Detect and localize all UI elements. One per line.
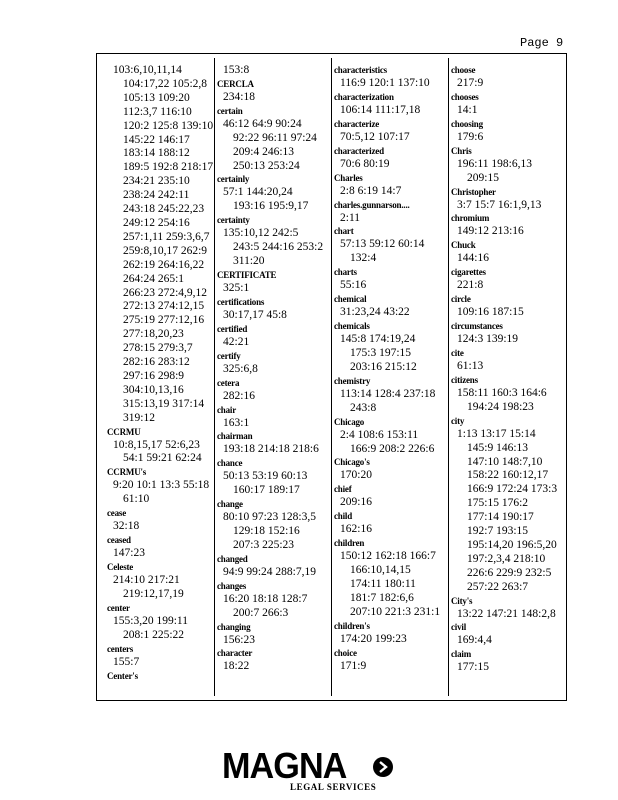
index-term: Chicago	[334, 416, 365, 427]
index-term: character	[217, 648, 253, 659]
page-line-reference: 196:11 198:6,13	[457, 157, 532, 170]
index-entry	[217, 78, 329, 105]
page-line-reference: 14:1	[457, 103, 478, 116]
page-line-reference: 166:9 208:2 226:6	[350, 442, 435, 455]
page-line-reference: 42:21	[223, 335, 250, 348]
index-term: child	[334, 511, 353, 522]
page-line-reference: 319:12	[123, 411, 155, 424]
page-line-reference: 147:10 148:7,10	[467, 455, 543, 468]
index-entry	[217, 296, 329, 323]
index-entry	[334, 320, 446, 375]
page-line-reference: 243:5 244:16 253:2	[233, 241, 324, 254]
page-line-reference: 80:10 97:23 128:3,5	[223, 511, 316, 524]
page-line-reference: 238:24 242:11	[123, 189, 190, 202]
index-entry	[451, 648, 563, 675]
page-line-reference: 144:16	[457, 252, 489, 265]
page-line-reference: 207:3 225:23	[233, 538, 295, 551]
index-term: center	[107, 602, 130, 613]
index-term: certifications	[217, 296, 265, 307]
index-entry	[451, 239, 563, 266]
index-entry	[107, 602, 219, 643]
page-line-reference: 282:16	[223, 389, 255, 402]
page-line-reference: 104:17,22 105:2,8	[123, 77, 208, 90]
page-line-reference: 277:18,20,23	[123, 328, 184, 341]
logo-wordmark: MAGNA	[222, 745, 347, 786]
index-term: CCRMU	[107, 426, 141, 437]
index-entry	[451, 293, 563, 320]
page-line-reference: 171:9	[340, 659, 367, 672]
page-line-reference: 50:13 53:19 60:13	[223, 470, 308, 483]
page-line-reference: 160:17 189:17	[233, 484, 300, 497]
page-line-reference: 189:5 192:8 218:17	[123, 161, 214, 174]
page-line-reference: 193:18 214:18 218:6	[223, 443, 319, 456]
page-line-reference: 113:14 128:4 237:18	[340, 387, 436, 400]
index-term: Celeste	[107, 562, 134, 572]
index-term: cetera	[217, 377, 240, 388]
index-term: Chicago's	[334, 457, 370, 468]
index-entry	[334, 416, 446, 457]
page-line-reference: 10:8,15,17 52:6,23	[113, 438, 200, 451]
index-entry	[451, 186, 563, 213]
page-line-reference: 54:1 59:21 62:24	[123, 452, 202, 465]
page-line-reference: 2:4 108:6 153:11	[340, 428, 419, 441]
page-line-reference: 177:15	[457, 661, 489, 674]
page-line-reference: 297:16 298:9	[123, 369, 185, 382]
index-term: circle	[451, 294, 471, 305]
page-line-reference: 278:15 279:3,7	[123, 342, 193, 355]
page-line-reference: 208:1 225:22	[123, 628, 185, 641]
page-line-reference: 155:7	[113, 655, 140, 668]
page-line-reference: 195:14,20 196:5,20	[467, 538, 557, 551]
index-entry	[451, 64, 563, 91]
page-line-reference: 153:8	[223, 64, 250, 76]
index-entry	[217, 105, 329, 174]
page-line-reference: 194:24 198:23	[467, 400, 534, 413]
page-line-reference: 13:22 147:21 148:2,8	[457, 607, 556, 620]
index-entry	[217, 214, 329, 269]
index-entry	[334, 145, 446, 172]
page-line-reference: 315:13,19 317:14	[123, 397, 205, 410]
page-line-reference: 177:14 190:17	[467, 511, 534, 524]
index-term: chromium	[451, 213, 490, 224]
index-term: chooses	[451, 91, 479, 102]
page-line-reference: 132:4	[350, 252, 377, 265]
index-term: chairman	[217, 431, 253, 442]
index-term: certify	[217, 350, 241, 361]
page-line-reference: 250:13 253:24	[233, 159, 300, 172]
page-line-reference: 32:18	[113, 520, 140, 533]
index-term: cease	[107, 508, 126, 519]
page-line-reference: 18:22	[223, 660, 250, 673]
index-entry	[334, 647, 446, 674]
index-term: chance	[217, 458, 243, 469]
page-line-reference: 183:14 188:12	[123, 147, 190, 160]
index-entry	[451, 347, 563, 374]
index-entry	[334, 483, 446, 510]
index-entry	[334, 266, 446, 293]
index-entry	[217, 553, 329, 580]
page-line-reference: 145:9 146:13	[467, 441, 529, 454]
index-term: chief	[334, 484, 352, 495]
index-entry	[451, 621, 563, 648]
column-divider	[448, 58, 449, 696]
index-term: CERCLA	[217, 78, 254, 89]
page-line-reference: 57:13 59:12 60:14	[340, 238, 425, 251]
page-line-reference: 30:17,17 45:8	[223, 308, 287, 321]
index-entry	[217, 457, 329, 498]
index-entry	[217, 269, 329, 296]
index-entry	[107, 507, 219, 534]
page-line-reference: 1:13 13:17 15:14	[457, 427, 536, 440]
page-line-reference: 70:6 80:19	[340, 157, 390, 170]
column-divider	[331, 58, 332, 696]
index-term: charts	[334, 267, 357, 278]
page-line-reference: 219:12,17,19	[123, 587, 184, 600]
page-line-reference: 325:1	[223, 281, 250, 294]
index-term: changing	[217, 621, 251, 632]
index-entry	[451, 118, 563, 145]
page-line-reference: 46:12 64:9 90:24	[223, 117, 302, 130]
page-line-reference: 221:8	[457, 279, 484, 292]
page-line-reference: 262:19 264:16,22	[123, 258, 205, 271]
page-line-reference: 234:21 235:10	[123, 175, 190, 188]
index-term: changed	[217, 553, 248, 564]
page-line-reference: 311:20	[233, 255, 265, 268]
page-line-reference: 31:23,24 43:22	[340, 306, 410, 319]
index-term: cite	[451, 347, 464, 358]
index-term: citizens	[451, 374, 478, 385]
index-entry	[451, 595, 563, 622]
index-entry	[217, 430, 329, 457]
page-line-reference: 112:3,7 116:10	[123, 105, 192, 118]
index-term: Center's	[107, 670, 138, 681]
index-column-1	[107, 64, 219, 683]
index-entry	[217, 647, 329, 674]
page-line-reference: 217:9	[457, 77, 484, 89]
index-term: characteristics	[334, 65, 387, 75]
page-line-reference: 2:8 6:19 14:7	[340, 184, 402, 197]
page-line-reference: 175:3 197:15	[350, 346, 412, 359]
page-line-reference: 257:1,11 259:3,6,7	[123, 230, 210, 243]
page-line-reference: 109:16 187:15	[457, 306, 524, 319]
page-line-reference: 197:2,3,4 218:10	[467, 552, 546, 565]
page-line-reference: 129:18 152:16	[233, 525, 300, 538]
page-line-reference: 3:7 15:7 16:1,9,13	[457, 198, 542, 211]
arrow-circle-icon	[372, 756, 394, 778]
page-line-reference: 158:22 160:12,17	[467, 469, 549, 482]
logo-subtitle: LEGAL SERVICES	[290, 782, 377, 792]
page-line-reference: 325:6,8	[223, 362, 258, 375]
index-term: certified	[217, 323, 248, 334]
page-line-reference: 272:13 274:12,15	[123, 300, 205, 313]
index-term: certainty	[217, 215, 250, 226]
index-entry	[217, 64, 329, 78]
index-entry	[451, 145, 563, 186]
page-line-reference: 147:23	[113, 547, 145, 560]
page-line-reference: 116:9 120:1 137:10	[340, 77, 430, 89]
page-line-reference: 257:22 263:7	[467, 580, 529, 593]
page-line-reference: 209:15	[467, 171, 499, 184]
page-line-reference: 150:12 162:18 166:7	[340, 550, 436, 563]
page-line-reference: 166:10,14,15	[350, 564, 411, 577]
page-line-reference: 174:20 199:23	[340, 632, 407, 645]
index-column-3	[334, 64, 446, 673]
index-entry	[217, 580, 329, 621]
index-entry	[217, 404, 329, 431]
index-term: certainly	[217, 174, 250, 185]
page-line-reference: 209:16	[340, 496, 372, 509]
page-line-reference: 266:23 272:4,9,12	[123, 286, 208, 299]
index-entry	[217, 498, 329, 553]
page-line-reference: 103:6,10,11,14	[113, 64, 182, 76]
index-entry	[217, 323, 329, 350]
page-line-reference: 2:11	[340, 211, 361, 224]
index-term: CERTIFICATE	[217, 269, 277, 280]
page-line-reference: 243:8	[350, 401, 377, 414]
page-line-reference: 214:10 217:21	[113, 574, 180, 586]
index-entry	[334, 537, 446, 620]
index-entry	[107, 561, 219, 602]
magna-logo	[222, 745, 397, 794]
index-term: City's	[451, 595, 473, 606]
index-entry	[334, 225, 446, 266]
index-term: children	[334, 538, 365, 549]
page-line-reference: 149:12 213:16	[457, 225, 524, 238]
index-term: choose	[451, 65, 476, 75]
page-line-reference: 193:16 195:9,17	[233, 200, 309, 213]
page-line-reference: 120:2 125:8 139:10	[123, 119, 214, 132]
index-entry	[107, 64, 219, 426]
page-line-reference: 170:20	[340, 469, 372, 482]
index-entry	[334, 91, 446, 118]
page-line-reference: 259:8,10,17 262:9	[123, 244, 208, 257]
page-line-reference: 145:8 174:19,24	[340, 333, 416, 346]
index-term: choice	[334, 647, 357, 658]
page-line-reference: 61:13	[457, 359, 484, 372]
index-term: Christopher	[451, 186, 496, 197]
page-line-reference: 181:7 182:6,6	[350, 591, 414, 604]
index-term: ceased	[107, 535, 131, 546]
index-term: civil	[451, 622, 466, 633]
column-divider	[214, 58, 215, 696]
index-entry	[334, 172, 446, 199]
page-line-reference: 92:22 96:11 97:24	[233, 131, 317, 144]
index-term: Charles	[334, 172, 363, 183]
index-term: Chuck	[451, 240, 476, 251]
word-index-box	[96, 53, 567, 701]
page-line-reference: 155:3,20 199:11	[113, 614, 188, 627]
page-line-reference: 175:15 176:2	[467, 497, 529, 510]
index-entry	[107, 643, 219, 670]
index-term: choosing	[451, 118, 483, 129]
page-line-reference: 169:4,4	[457, 634, 492, 647]
index-column-2	[217, 64, 329, 674]
page-line-reference: 264:24 265:1	[123, 272, 185, 285]
page-line-reference: 200:7 266:3	[233, 606, 289, 619]
index-term: charles.gunnarson....	[334, 199, 410, 210]
index-entry	[217, 173, 329, 214]
index-term: change	[217, 499, 243, 510]
page-line-reference: 70:5,12 107:17	[340, 130, 410, 143]
page-line-reference: 16:20 18:18 128:7	[223, 592, 308, 605]
index-term: chair	[217, 404, 236, 415]
page-line-reference: 124:3 139:19	[457, 333, 519, 346]
index-entry	[107, 466, 219, 507]
index-term: claim	[451, 649, 471, 660]
index-term: centers	[107, 643, 134, 654]
index-term: characterize	[334, 118, 380, 129]
index-entry	[107, 426, 219, 467]
index-entry	[217, 350, 329, 377]
index-term: chemistry	[334, 375, 371, 386]
index-term: chemical	[334, 294, 367, 305]
index-column-4	[451, 64, 563, 675]
page-line-reference: 174:11 180:11	[350, 577, 416, 590]
page-line-reference: 106:14 111:17,18	[340, 103, 421, 116]
index-entry	[451, 320, 563, 347]
page-line-reference: 275:19 277:12,16	[123, 314, 205, 327]
index-entry	[451, 374, 563, 415]
page-line-reference: 158:11 160:3 164:6	[457, 386, 547, 399]
page-line-reference: 145:22 146:17	[123, 133, 190, 146]
index-entry	[334, 118, 446, 145]
index-term: characterization	[334, 91, 394, 102]
page-line-reference: 105:13 109:20	[123, 91, 190, 104]
page-line-reference: 179:6	[457, 130, 484, 143]
page-line-reference: 163:1	[223, 416, 250, 429]
index-term: CCRMU's	[107, 467, 147, 478]
index-entry	[451, 266, 563, 293]
page-line-reference: 209:4 246:13	[233, 145, 295, 158]
index-entry	[217, 621, 329, 648]
index-term: children's	[334, 620, 370, 631]
index-term: city	[451, 415, 465, 426]
page-number: Page 9	[520, 36, 564, 50]
index-entry	[334, 456, 446, 483]
index-entry	[334, 620, 446, 647]
page-line-reference: 9:20 10:1 13:3 55:18	[113, 479, 210, 492]
page-line-reference: 156:23	[223, 633, 255, 646]
page-line-reference: 282:16 283:12	[123, 356, 190, 369]
page-line-reference: 249:12 254:16	[123, 216, 190, 229]
index-term: Chris	[451, 145, 472, 156]
index-term: chart	[334, 226, 354, 237]
page-line-reference: 57:1 144:20,24	[223, 186, 293, 199]
index-entry	[334, 64, 446, 91]
page-line-reference: 243:18 245:22,23	[123, 203, 205, 216]
index-term: characterized	[334, 145, 384, 156]
page-line-reference: 55:16	[340, 279, 367, 292]
page-line-reference: 135:10,12 242:5	[223, 227, 299, 240]
index-entry	[451, 212, 563, 239]
index-term: certain	[217, 105, 243, 116]
index-entry	[334, 510, 446, 537]
page-line-reference: 61:10	[123, 493, 150, 506]
index-entry	[217, 377, 329, 404]
page-line-reference: 166:9 172:24 173:3	[467, 483, 558, 496]
page-line-reference: 304:10,13,16	[123, 383, 184, 396]
page-line-reference: 226:6 229:9 232:5	[467, 566, 552, 579]
index-entry	[334, 375, 446, 416]
page-line-reference: 94:9 99:24 288:7,19	[223, 565, 316, 578]
page-line-reference: 207:10 221:3 231:1	[350, 605, 441, 618]
page-line-reference: 162:16	[340, 523, 372, 536]
index-entry	[107, 534, 219, 561]
page-line-reference: 203:16 215:12	[350, 360, 417, 373]
index-term: changes	[217, 580, 247, 591]
index-entry	[107, 670, 219, 683]
index-entry	[451, 91, 563, 118]
index-entry	[334, 199, 446, 226]
index-term: cigarettes	[451, 267, 486, 278]
page-line-reference: 234:18	[223, 90, 255, 103]
index-entry	[451, 415, 563, 595]
index-term: circumstances	[451, 321, 503, 332]
page-line-reference: 192:7 193:15	[467, 525, 529, 538]
index-entry	[334, 293, 446, 320]
index-term: chemicals	[334, 321, 370, 332]
